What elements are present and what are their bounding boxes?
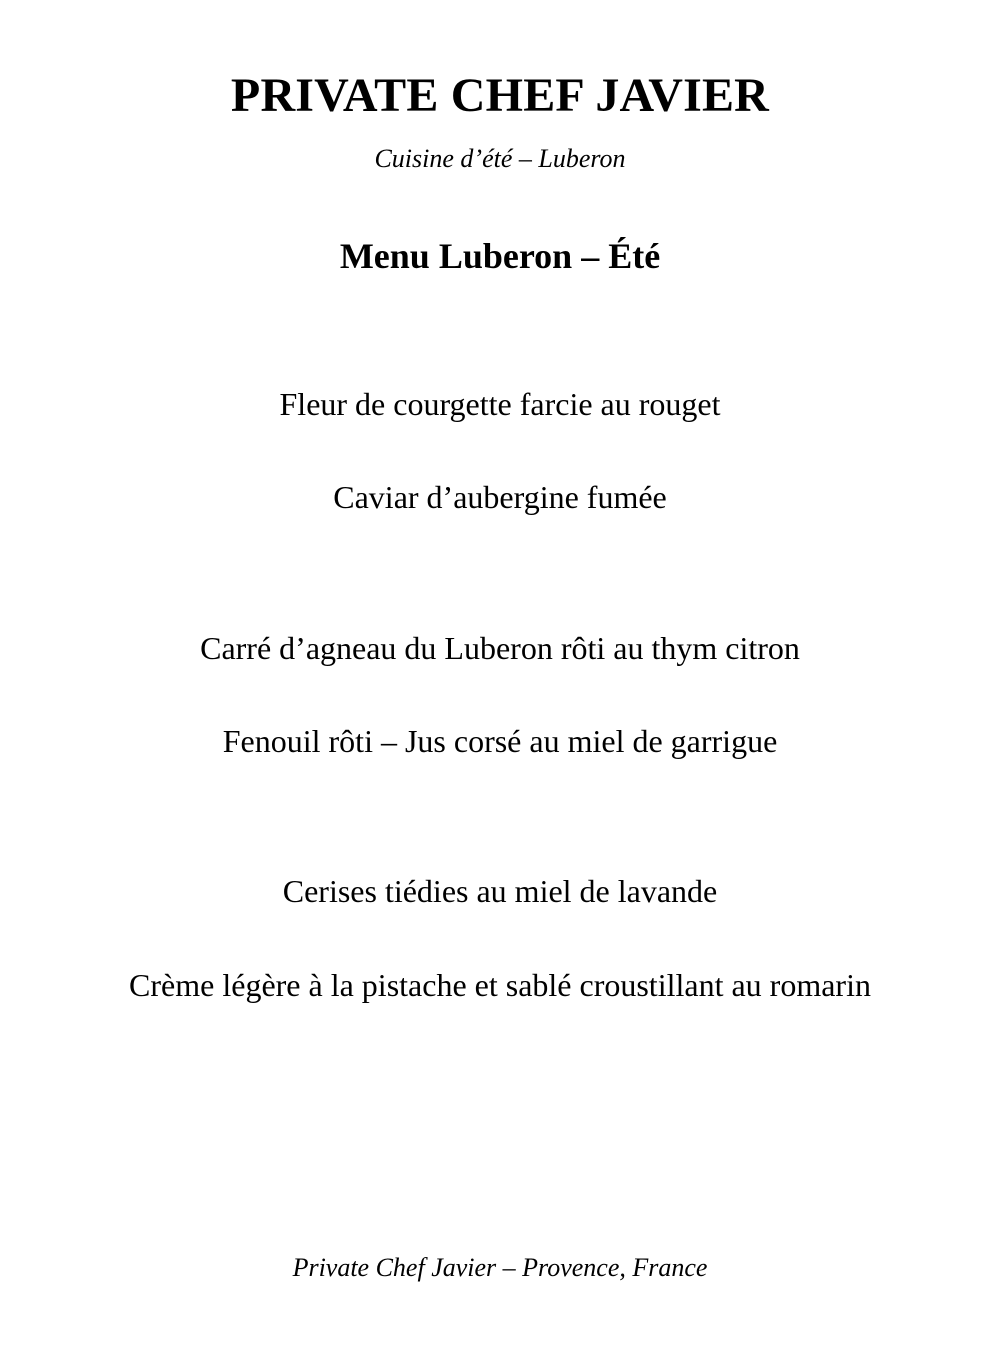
menu-title: Menu Luberon – Été xyxy=(339,236,661,276)
dish-item: Fleur de courgette farcie au rouget xyxy=(279,386,721,422)
page-title: PRIVATE CHEF JAVIER xyxy=(230,69,770,122)
dish-item: Caviar d’aubergine fumée xyxy=(333,479,667,515)
page-subtitle: Cuisine d’été – Luberon xyxy=(374,144,626,173)
dish-item: Crème légère à la pistache et sablé croustillant au romarin xyxy=(129,967,871,1003)
page-footer: Private Chef Javier – Provence, France xyxy=(292,1253,708,1282)
dish-item: Carré d’agneau du Luberon rôti au thym citron xyxy=(200,630,800,666)
dish-item: Fenouil rôti – Jus corsé au miel de garrigue xyxy=(222,723,778,759)
dish-item: Cerises tiédies au miel de lavande xyxy=(282,873,718,909)
